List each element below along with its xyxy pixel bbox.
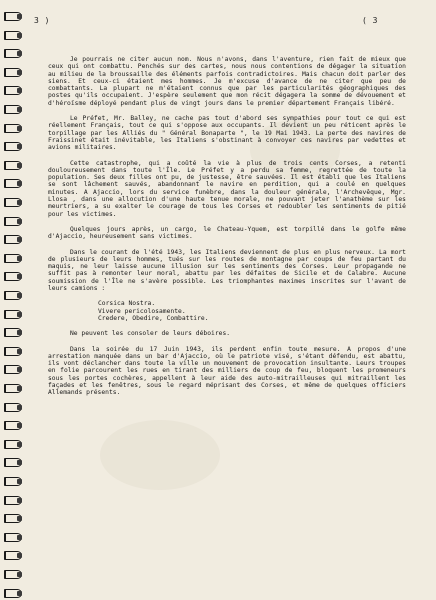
slogan-line: Corsica Nostra. [98,300,156,308]
document-body [48,56,406,397]
punch-hole [17,274,22,279]
paragraph-ete-1943: Dans le courant de l'été 1943, les Italiens deviennent de plus en plus nerveux. La mort de plusieurs de leurs hommes, tués sur les routes de montagne par coups de feu partant du maquis, ne leur laisse aucune illusion sur les sentiments des Corses. Leur propagande ne suffit pas à remonter leur moral, abattu par les défaites de Sicile et de Calabre. Aucune soumission de l'Île ne s'avère possible. Les triomphantes maximes inscrites sur l'avant de leurs camions : [48,248,406,293]
punch-hole [17,535,22,540]
punch-hole [17,200,22,205]
punch-hole [17,126,22,131]
paragraph-17-juin: Dans la soirée du 17 Juin 1943, ils perdent enfin toute mesure. A propos d'une arrestation manquée dans un bar d'Ajaccio, où le patriote visé, s'étant défendu, est abattu, ils vont déclancher dans toute la ville un mouvement de provocation insultante. Leurs troupes en folie parcourent les rues en tirant des milliers de coup de feu, bloquent les promeneurs sous les portes cochères, appellent à leur aide des auto-mitrailleuses qui mitraillent les façades et les fenêtres, sous le regard méprisant des Corses, et même de quelques officiers Allemands présents. [48,345,406,397]
punch-hole [17,88,22,93]
punch-hole [17,479,22,484]
punch-hole [17,423,22,428]
punch-hole [17,70,22,75]
punch-hole [17,14,22,19]
punch-hole [17,107,22,112]
punch-hole [17,460,22,465]
punch-hole [17,181,22,186]
punch-hole [17,293,22,298]
paragraph-deboires: Ne peuvent les consoler de leurs déboires. [70,330,231,338]
paragraph-cargo: Quelques jours après, un cargo, le Chateau-Yquem, est torpillé dans le golfe même d'Ajaccio, heureusement sans victimes. [48,225,406,241]
paragraph-prefet: Le Préfet, Mr. Balley, ne cache pas tout d'abord ses sympathies pour tout ce qui est réellement Français, tout ce qui s'oppose aux occupants. Il devient un peu réticent après le torpillage par les Alliés du " Général Bonaparte ", le 19 Mai 1943. La perte des navires de Fraissinet était inévitable, les Italiens s'obstinant à convoyer ces navires par vedettes et avions militaires. [48,115,406,152]
punch-hole [17,144,22,149]
punch-hole [17,572,22,577]
punch-hole [17,219,22,224]
paragraph-intro: Je pourrais ne citer aucun nom. Nous n'avons, dans l'aventure, rien fait de mieux que ceux qui ont combattu. Penchés sur des cartes, nous nous contentions de dégager la situation au milieu de la broussaille des éléments parfois contradictoires. Mais chacun doit parler des siens. Et ceux-ci étaient mes hommes. Je m'excuse d'avance de ne citer que peu de combattants. La plupart ne m'étaient connus que par les particularités géographiques des postes qu'ils occupaient. J'espère seulement que mon récit dégagera la somme de dévouement et d'héroïsme déployé pendant plus de vingt jours dans le premier département Français libéré. [48,56,406,107]
punch-hole [17,33,22,38]
punch-hole [17,553,22,558]
punch-hole [17,330,22,335]
slogan-line: Credere, Obedire, Combattire. [98,314,209,322]
punch-hole [17,405,22,410]
punch-hole [17,256,22,261]
punch-hole [17,591,22,596]
punch-hole [17,442,22,447]
punch-hole [17,349,22,354]
punch-hole [17,163,22,168]
punch-hole [17,498,22,503]
punch-hole [17,312,22,317]
slogan-line: Vivere pericolosamente. [98,307,186,315]
paragraph-catastrophe: Cette catastrophe, qui a coûté la vie à plus de trois cents Corses, a retenti douloureusement dans toute l'Île. Le Préfet y a perdu sa femme, regrettée de toute la population. Ses deux filles ont pu, de justesse, être sauvées. Il est établi que les Italiens se sont lâchement sauvés, abandonnant le navire en perdition, qui a coulé en quelques minutes. A Ajaccio, lors du service funèbre, dans la douleur générale, l'Archevêque, Mgr. Llosa , dans une allocution d'une haute tenue morale, ne pouvant jeter l'anathème sur les meurtriers, a su exalter le courage de tous les Corses et redoubler les sentiments de pitié pour les victimes. [48,159,406,218]
punch-hole [17,516,22,521]
page-number-right: ( 3 [362,16,378,25]
paper-stain [100,420,220,490]
punch-hole [17,51,22,56]
paper-stain [250,120,340,180]
punch-hole [17,367,22,372]
punch-hole [17,237,22,242]
punch-hole [17,386,22,391]
spiral-binding [0,0,26,600]
page-number-left: 3 ) [34,16,50,25]
